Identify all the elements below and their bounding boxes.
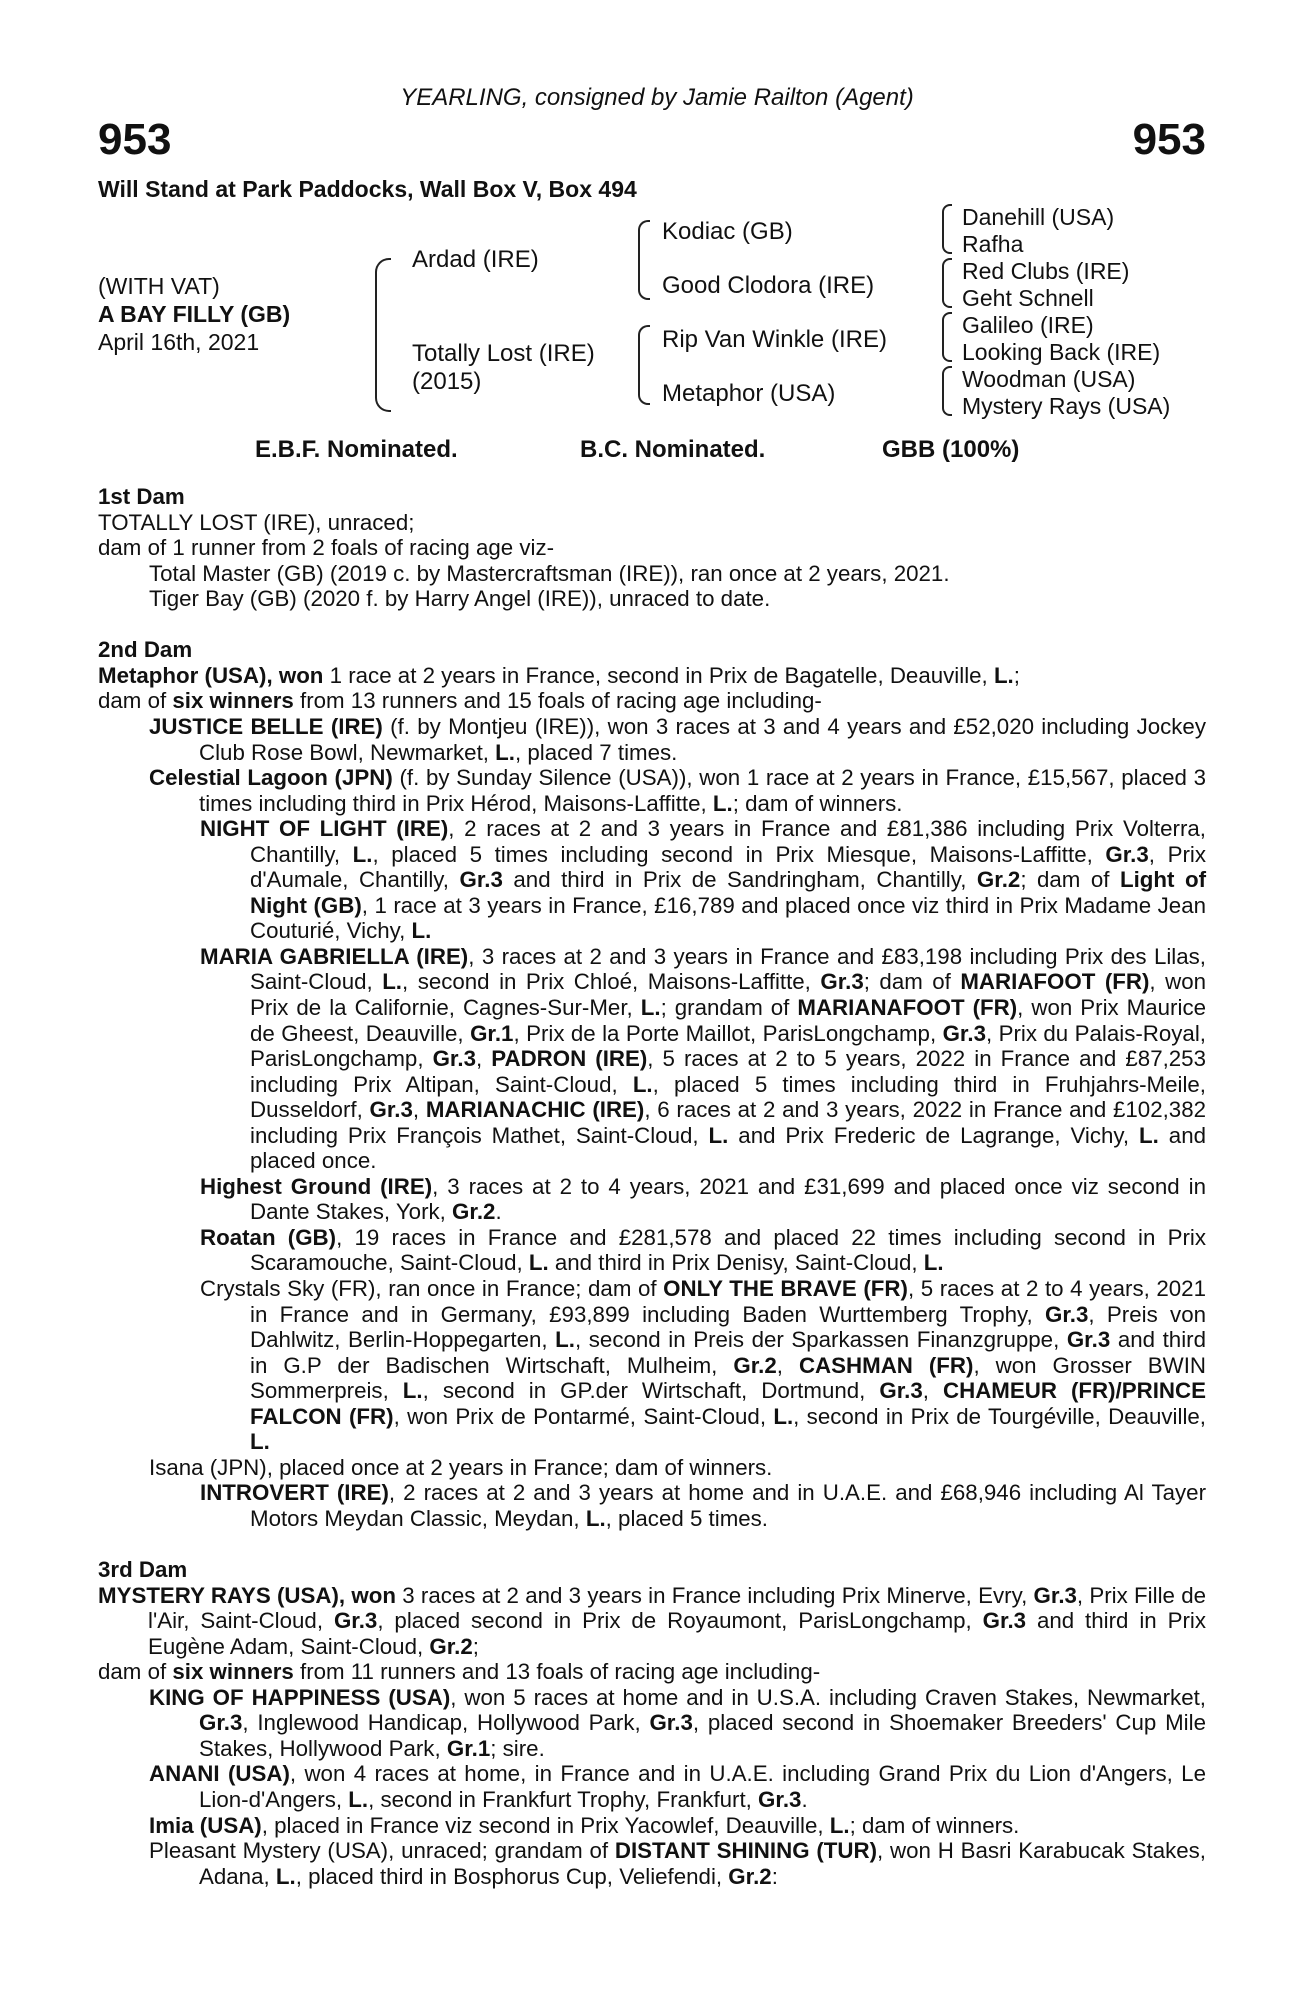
text-run: : [771,1863,778,1889]
text-run: , 2 races at 2 and 3 years at home and in U.A.E. and £68,946 including Al Tayer Motors Meydan Classic, Meydan, [250,1480,1206,1531]
pedigree-dam-dam: Metaphor (USA) [662,380,836,407]
consignment-line: YEARLING, consigned by Jamie Railton (Agent) [400,84,914,111]
text-run: , placed in France viz second in Prix Yacowlef, Deauville, [261,1812,830,1838]
pedigree-ggp-7: Woodman (USA) [962,366,1136,392]
text-run: Gr.2 [733,1352,777,1378]
produce-item [98,944,1206,1174]
text-run: , Inglewood Handicap, Hollywood Park, [242,1710,650,1736]
horse-name: KING OF HAPPINESS (USA) [149,1684,451,1710]
text-run: MARIANACHIC (IRE) [425,1097,645,1123]
text-run: ; [472,1633,479,1659]
second-dam-entry [98,663,1206,689]
text-run: Gr.1 [470,1020,514,1046]
text-run: , 5 races at 2 to 5 years, 2022 in France and £87,253 including Prix Altipan, Saint-Cloud, [250,1046,1206,1097]
text-run: , won 5 races at home and in U.S.A. including Craven Stakes, Newmarket, [450,1684,1206,1710]
text-run: and third in Prix Denisy, Saint-Cloud, [548,1250,924,1276]
text-run: Gr.3 [982,1608,1027,1634]
text-run: Gr.2 [728,1863,772,1889]
text-run: , Prix du Palais-Royal, ParisLongchamp, [250,1020,1206,1072]
text-run: L. [411,918,432,944]
text-run: Gr.1 [446,1735,491,1761]
pedigree-brace-sire [638,220,650,300]
gbb-rating: GBB (100%) [882,436,1020,463]
produce-item [98,1813,1206,1839]
text-run: Gr.3 [649,1710,693,1736]
text-run: , [393,1403,400,1429]
third-dam-entry [98,1583,1206,1660]
text-run: , Prix de la Porte Maillot, ParisLongchamp, [513,1020,943,1046]
text-run: Gr.3 [1105,841,1149,867]
second-dam-heading: 2nd Dam [98,637,193,663]
stand-location: Will Stand at Park Paddocks, Wall Box V, Box 494 [98,176,637,202]
text-run: . [495,1199,502,1225]
text-run: (f. by Montjeu (IRE)), won 3 races at 3 and 4 years and £52,020 including Jockey Club Rose Bowl, Newmarket, [199,713,1206,765]
pedigree-dam-sire: Rip Van Winkle (IRE) [662,326,887,353]
text-run: , [776,1352,783,1378]
pedigree-brace-ggp3 [942,312,952,362]
text-run: , 5 races at 2 to 4 years, 2021 in France and in Germany, £93,899 including Baden Wurttemberg Trophy, [250,1276,1206,1327]
produce-item [98,1838,1206,1889]
pedigree-brace-main [375,258,391,412]
text-run: Gr.3 [1066,1327,1111,1353]
text-run: , won Prix de la Californie, Cagnes-Sur-Mer, [250,969,1206,1020]
third-dam-produce-summary [98,1659,1206,1685]
text-run: and third in G.P der Badischen Wirtschaft, Mulheim, [250,1327,1206,1378]
text-run: 1 race at 2 years in France, second in Prix de Bagatelle, Deauville, [323,662,994,688]
produce-item [98,1480,1206,1531]
text-run: . [801,1786,808,1812]
text-run: from 11 runners and 13 foals of racing age including- [293,1659,821,1685]
lot-number-right: 953 [1132,115,1206,164]
pedigree-ggp-2: Rafha [962,231,1024,257]
horse-name: Imia (USA) [149,1812,262,1838]
text-run: , placed 7 times. [514,739,678,765]
text-run: ; dam of [863,969,961,995]
text-run: 3 races at 2 and 3 years in France including Prix Minerve, Evry, [395,1582,1034,1608]
produce-item [98,1174,1206,1225]
text-run: and third in Prix Eugène Adam, Saint-Cloud, [148,1608,1206,1659]
text-run: Gr.3 [942,1020,986,1046]
text-run: CHAMEUR (FR)/PRINCE FALCON (FR) [250,1378,1206,1429]
text-run: won Prix de Pontarmé, Saint-Cloud, [407,1403,774,1429]
bc-nomination: B.C. Nominated. [580,436,766,463]
pedigree-sire: Ardad (IRE) [412,246,539,273]
text-run: L. [993,662,1014,688]
foaling-date: April 16th, 2021 [98,329,260,355]
text-run: Light of Night (GB) [250,867,1207,918]
pedigree-ggp-8: Mystery Rays (USA) [962,393,1171,419]
text-run: Gr.3 [199,1710,243,1736]
horse-name: NIGHT OF LIGHT (IRE) [200,816,449,842]
second-dam-produce-summary [98,688,1206,714]
pedigree-sire-sire: Kodiac (GB) [662,218,793,245]
text-run: L. [275,1863,296,1889]
produce-item [98,816,1206,944]
text-run: , [922,1378,929,1404]
text-run: Gr.3 [758,1786,802,1812]
catalogue-body [98,484,1206,1889]
pedigree-dam: Totally Lost (IRE) [412,340,595,367]
text-run: L. [402,1378,423,1404]
first-dam-line: TOTALLY LOST (IRE), unraced; [98,509,415,535]
text-run: Gr.2 [976,867,1021,893]
produce-item: Total Master (GB) (2019 c. by Mastercraftsman (IRE)), ran once at 2 years, 2021. [149,560,950,586]
text-run: , 19 races in France and £281,578 and placed 22 times including second in Prix Scaramouche, Saint-Cloud, [250,1224,1207,1276]
pedigree-ggp-6: Looking Back (IRE) [962,339,1161,365]
text-run: six winners [172,1659,294,1685]
text-run: , second in Prix de Tourgéville, Deauville, [793,1403,1207,1429]
text-run: MARIAFOOT (FR) [960,969,1150,995]
text-run: (f. by Sunday Silence (USA)), won 1 race at 2 years in France, £15,567, placed 3 times including third in Prix Hérod, Maisons-Laffitte, [199,765,1206,816]
text-run: Gr.3 [459,867,503,893]
text-run: , won Prix Maurice de Gheest, Deauville, [250,994,1206,1046]
text-run: ; dam of [1020,867,1120,893]
produce-item [98,1276,1206,1455]
text-run: L. [555,1327,575,1353]
text-run: L. [348,1786,369,1812]
horse-name: JUSTICE BELLE (IRE) [149,713,383,739]
text-run: L. [829,1812,850,1838]
text-run: , second in Frankfurt Trophy, Frankfurt, [368,1786,759,1812]
text-run: , 6 races at 2 and 3 years, 2022 in France and £102,382 including Prix François Mathet, Saint-Cloud, [250,1097,1207,1148]
horse-name: ANANI (USA) [149,1761,290,1787]
dam-name: MYSTERY RAYS (USA), won [98,1582,396,1608]
pedigree-ggp-4: Geht Schnell [962,285,1094,311]
text-run: L. [495,739,515,765]
text-run: Crystals Sky (FR), ran once in France; dam of [200,1276,664,1301]
pedigree-brace-ggp1 [942,204,952,254]
produce-item: Isana (JPN), placed once at 2 years in France; dam of winners. [149,1454,773,1480]
pedigree-dam-year: (2015) [412,368,482,395]
ebf-nomination: E.B.F. Nominated. [255,436,458,463]
text-run: and third in Prix de Sandringham, Chantilly, [502,867,977,893]
text-run: , won H Basri Karabucak Stakes, Adana, [199,1838,1206,1889]
text-run: , [475,1046,483,1072]
text-run: , placed 5 times including second in Prix Miesque, Maisons-Laffitte, [372,841,1106,867]
text-run: , won 4 races at home, in France and in U.A.E. including Grand Prix du Lion d'Angers, Le Lion-d'Angers, [199,1761,1206,1812]
text-run: , placed second in Shoemaker Breeders' Cup Mile Stakes, Hollywood Park, [199,1710,1206,1761]
text-run: and placed once. [250,1122,1206,1174]
text-run: Gr.3 [820,969,864,995]
text-run: L. [352,841,373,867]
text-run: PADRON (IRE) [491,1046,648,1072]
produce-item [98,714,1206,765]
text-run: L. [250,1429,270,1455]
third-dam-heading: 3rd Dam [98,1557,188,1583]
text-run: L. [640,994,661,1020]
text-run: Pleasant Mystery (USA), unraced; grandam of [149,1838,615,1864]
produce-item [98,1761,1206,1812]
text-run: L. [632,1071,653,1097]
produce-item [98,1685,1206,1762]
text-run: Gr.2 [429,1633,473,1659]
produce-item [98,1225,1206,1276]
pedigree-ggp-5: Galileo (IRE) [962,312,1094,338]
text-run: Gr.2 [452,1199,496,1225]
horse-name: Highest Ground (IRE) [200,1173,433,1199]
text-run: from 13 runners and 15 foals of racing age including- [293,688,822,714]
text-run: L. [1139,1122,1159,1148]
text-run: , won Grosser BWIN Sommerpreis, [250,1352,1206,1404]
text-run: , placed second in Prix de Royaumont, ParisLongchamp, [377,1608,983,1634]
text-run: , Prix d'Aumale, Chantilly, [250,841,1206,893]
horse-name: DISTANT SHINING (TUR) [614,1838,878,1864]
text-run: , 2 races at 2 and 3 years in France and £81,386 including Prix Volterra, Chantilly, [250,816,1206,867]
vat-note: (WITH VAT) [98,273,220,299]
pedigree-sire-dam: Good Clodora (IRE) [662,272,875,299]
text-run: ; dam of winners. [732,790,903,816]
text-run: Gr.3 [879,1378,923,1404]
text-run: six winners [172,688,294,714]
text-run: and Prix Frederic de Lagrange, Vichy, [728,1122,1140,1148]
text-run: Gr.3 [333,1608,378,1634]
text-run: Gr.3 [1045,1301,1089,1327]
text-run: CASHMAN (FR) [798,1352,974,1378]
text-run: , 3 races at 2 and 3 years in France and £83,198 including Prix des Lilas, Saint-Cloud, [250,943,1207,995]
text-run: , 3 races at 2 to 4 years, 2021 and £31,699 and placed once viz second in Dante Stakes, York, [250,1173,1206,1225]
horse-name: Celestial Lagoon (JPN) [149,765,393,791]
pedigree-brace-ggp4 [942,366,952,416]
text-run: , placed third in Bosphorus Cup, Veliefendi, [295,1863,729,1889]
text-run: L. [773,1403,794,1429]
produce-item: Tiger Bay (GB) (2020 f. by Harry Angel (IRE)), unraced to date. [149,586,771,612]
pedigree-brace-dam [638,325,650,405]
lot-number-left: 953 [98,115,172,164]
text-run: , [412,1097,420,1123]
text-run: dam of [98,688,173,714]
horse-name: A BAY FILLY (GB) [98,301,291,327]
text-run: ONLY THE BRAVE (FR) [663,1276,908,1301]
pedigree-brace-ggp2 [942,258,952,308]
horse-name: MARIA GABRIELLA (IRE) [200,943,469,969]
text-run: MARIANAFOOT (FR) [797,994,1018,1020]
text-run: , Preis von Dahlwitz, Berlin-Hoppegarten, [250,1301,1206,1353]
text-run: Gr.3 [369,1097,413,1123]
text-run: Gr.3 [1033,1582,1077,1608]
first-dam-heading: 1st Dam [98,484,185,509]
pedigree-ggp-1: Danehill (USA) [962,204,1115,230]
text-run: , second in GP.der Wirtschaft, Dortmund, [422,1378,880,1404]
text-run: , second in Prix Chloé, Maisons-Laffitte, [402,969,821,995]
dam-name: Metaphor (USA), won [98,662,324,688]
horse-name: Roatan (GB) [200,1224,337,1250]
text-run: , Prix Fille de l'Air, Saint-Cloud, [148,1582,1206,1634]
text-run: L. [712,790,733,816]
horse-name: INTROVERT (IRE) [200,1480,389,1506]
text-run: , second in Preis der Sparkassen Finanzgruppe, [575,1327,1067,1353]
text-run: L. [585,1505,606,1531]
text-run: L. [382,969,403,995]
pedigree-ggp-3: Red Clubs (IRE) [962,258,1130,284]
first-dam-produce-summary: dam of 1 runner from 2 foals of racing age viz- [98,535,555,561]
text-run: Gr.3 [432,1046,476,1072]
text-run: , 1 race at 3 years in France, £16,789 and placed once viz third in Prix Madame Jean Couturié, Vichy, [250,892,1207,944]
produce-item [98,765,1206,816]
text-run: L. [923,1250,944,1276]
text-run: L. [708,1122,729,1148]
text-run: ; sire. [490,1735,545,1761]
text-run: dam of [98,1659,173,1685]
text-run: , placed 5 times. [605,1505,769,1531]
text-run: L. [528,1250,549,1276]
text-run: , placed 5 times including third in Fruhjahrs-Meile, Dusseldorf, [250,1071,1207,1123]
text-run: ; dam of winners. [849,1812,1020,1838]
text-run: ; grandam of [660,994,798,1020]
text-run: ; [1013,662,1020,688]
